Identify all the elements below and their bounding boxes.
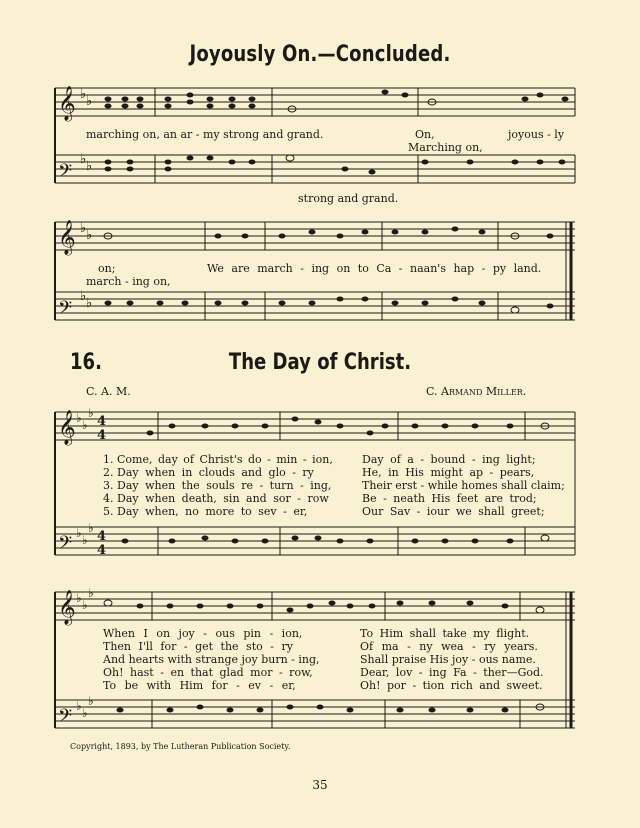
lyric-line: march - ing on, xyxy=(86,275,171,288)
bass-clef-icon: 𝄢 xyxy=(58,706,73,731)
verse-line: Be - neath His feet are trod; xyxy=(362,492,537,505)
svg-text:♭: ♭ xyxy=(88,694,94,708)
staff-2-lower xyxy=(55,292,575,320)
bass-clef-icon: 𝄢 xyxy=(58,533,73,558)
lyric-line: strong and grand. xyxy=(298,192,399,205)
svg-text:♭: ♭ xyxy=(88,406,94,420)
svg-text:♭: ♭ xyxy=(80,152,87,167)
verse-line: Oh! por - tion rich and sweet. xyxy=(360,679,543,692)
verse-number: 2. xyxy=(103,466,114,479)
section-title: Joyously On.—Concluded. xyxy=(189,42,451,67)
verse-line: Dear, lov - ing Fa - ther—God. xyxy=(360,666,544,679)
svg-text:4: 4 xyxy=(97,414,107,429)
verse-line: Oh! hast - en that glad mor - row, xyxy=(103,666,313,679)
hymn-composer: C. Armand Miller. xyxy=(426,385,527,398)
svg-text:4: 4 xyxy=(97,543,107,558)
svg-text:♭: ♭ xyxy=(86,159,93,174)
svg-text:♭: ♭ xyxy=(76,591,82,605)
verse-line: Come, day of Christ's do - min - ion, xyxy=(117,453,333,466)
treble-clef-icon: 𝄞 xyxy=(58,590,76,625)
svg-text:♭: ♭ xyxy=(76,699,82,713)
lyric-line: on; xyxy=(98,262,116,275)
lyric-line: We are march - ing on to Ca - naan's hap - py land. xyxy=(207,262,542,275)
lyric-line: Marching on, xyxy=(408,141,483,154)
svg-text:4: 4 xyxy=(97,529,107,544)
staff-4-lower xyxy=(55,700,575,728)
verse-line: To Him shall take my flight. xyxy=(360,627,530,640)
verse-line: Of ma - ny wea - ry years. xyxy=(360,640,538,653)
verse-line: Shall praise His joy - ous name. xyxy=(360,653,536,666)
verse-line: Day when, no more to sev - er, xyxy=(117,505,308,518)
verse-number: 5. xyxy=(103,505,114,518)
verse-number: 3. xyxy=(103,479,114,492)
svg-text:♭: ♭ xyxy=(86,296,93,311)
hymn-title: The Day of Christ. xyxy=(228,350,412,375)
svg-text:♭: ♭ xyxy=(80,221,87,236)
verse-line: When I on joy - ous pin - ion, xyxy=(103,627,303,640)
svg-text:♭: ♭ xyxy=(76,411,82,425)
svg-text:♭: ♭ xyxy=(80,289,87,304)
staff-1-upper xyxy=(55,88,575,116)
bass-clef-icon: 𝄢 xyxy=(58,298,73,323)
treble-clef-icon: 𝄞 xyxy=(58,220,76,255)
verse-line: To be with Him for - ev - er, xyxy=(103,679,296,692)
staff-4-upper xyxy=(55,592,575,620)
svg-text:♭: ♭ xyxy=(88,521,94,535)
verse-number: 4. xyxy=(103,492,114,505)
copyright-notice: Copyright, 1893, by The Lutheran Publication Society. xyxy=(70,742,291,751)
bass-clef-icon: 𝄢 xyxy=(58,161,73,186)
svg-text:♭: ♭ xyxy=(86,228,93,243)
svg-text:♭: ♭ xyxy=(82,533,88,547)
svg-text:4: 4 xyxy=(97,428,107,443)
lyric-line: marching on, an ar - my strong and grand. xyxy=(86,128,324,141)
staff-3-upper xyxy=(55,412,575,440)
verse-line: Day when the souls re - turn - ing, xyxy=(117,479,332,492)
lyric-line: joyous - ly xyxy=(508,128,565,141)
treble-clef-icon: 𝄞 xyxy=(58,410,76,445)
svg-text:♭: ♭ xyxy=(88,586,94,600)
verse-line: Day of a - bound - ing light; xyxy=(362,453,536,466)
verse-line: Our Sav - iour we shall greet; xyxy=(362,505,545,518)
svg-text:♭: ♭ xyxy=(86,94,93,109)
verse-line: And hearts with strange joy burn - ing, xyxy=(103,653,320,666)
hymn-meter: C. A. M. xyxy=(86,385,131,398)
verse-line: Day when in clouds and glo - ry xyxy=(117,466,314,479)
verse-line: He, in His might ap - pears, xyxy=(362,466,535,479)
verse-number: 1. xyxy=(103,453,114,466)
svg-text:♭: ♭ xyxy=(82,598,88,612)
staff-2-upper xyxy=(55,222,575,250)
svg-text:♭: ♭ xyxy=(80,87,87,102)
svg-text:♭: ♭ xyxy=(82,418,88,432)
svg-text:♭: ♭ xyxy=(82,706,88,720)
staff-3-lower xyxy=(55,527,575,555)
page-number: 35 xyxy=(312,778,328,792)
verse-line: Their erst - while homes shall claim; xyxy=(362,479,565,492)
treble-clef-icon: 𝄞 xyxy=(58,86,76,121)
hymn-number: 16. xyxy=(70,350,102,375)
verse-line: Day when death, sin and sor - row xyxy=(117,492,329,505)
lyric-line: On, xyxy=(415,128,435,141)
verse-line: Then I'll for - get the sto - ry xyxy=(103,640,293,653)
svg-text:♭: ♭ xyxy=(76,526,82,540)
